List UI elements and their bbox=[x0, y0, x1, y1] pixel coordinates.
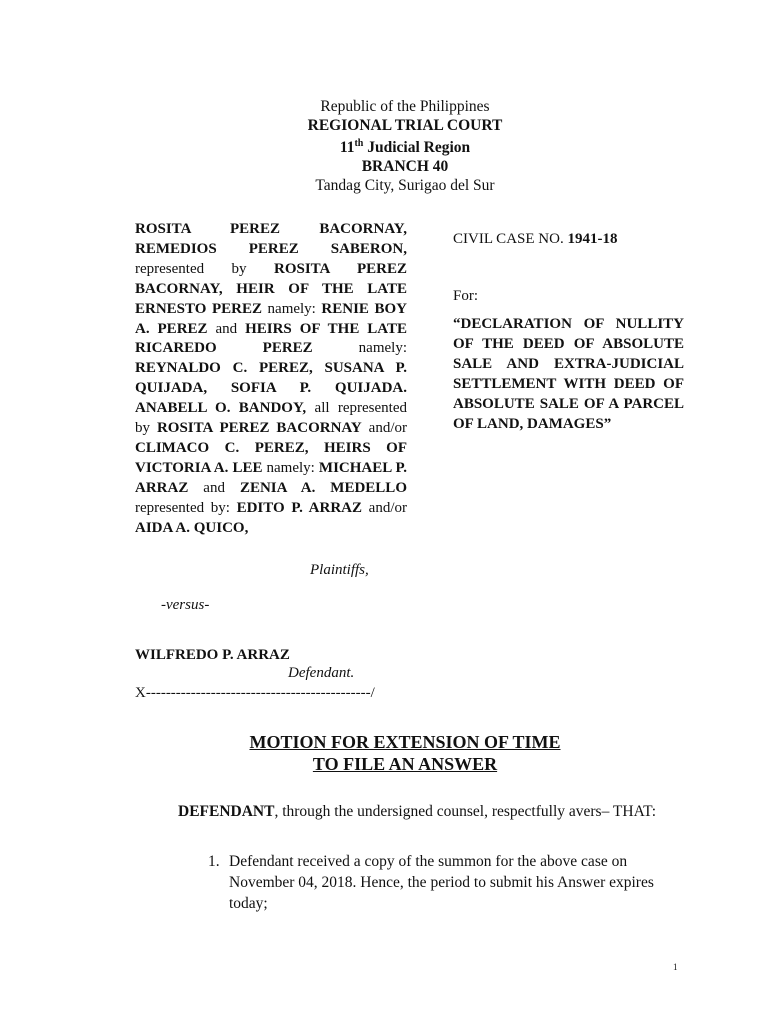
civil-case-number bbox=[453, 230, 684, 250]
region-text: Judicial Region bbox=[363, 139, 471, 157]
plaintiff-text: namely: bbox=[262, 459, 319, 476]
plaintiff-names: AIDA A. QUICO, bbox=[135, 519, 249, 536]
for-label: For: bbox=[453, 288, 479, 304]
branch-line: BRANCH 40 bbox=[361, 157, 449, 175]
motion-title bbox=[0, 731, 768, 775]
case-title: “DECLARATION OF NULLITY OF THE DEED OF ABSOLUTE SALE AND EXTRA-JUDICIAL SETTLEMENT WITH DEED OF ABSOLUTE SALE OF A PARCEL OF LAND, DAMAGES” bbox=[453, 316, 684, 432]
list-item-text: Defendant received a copy of the summon for the above case on November 04, 2018. Hence, the period to submit his Answer expires today; bbox=[229, 853, 654, 912]
region-ordinal: th bbox=[354, 138, 364, 150]
plaintiff-text: and/or bbox=[362, 499, 407, 516]
motion-title-line: MOTION FOR EXTENSION OF TIME bbox=[249, 732, 561, 752]
plaintiff-names: RENIE BOY A. PEREZ bbox=[135, 300, 407, 337]
plaintiff-names: HEIRS OF THE LATE RICAREDO PEREZ bbox=[135, 320, 407, 357]
plaintiff-names: ZENIA A. MEDELLO bbox=[239, 479, 407, 496]
plaintiffs-label: Plaintiffs, bbox=[310, 562, 369, 578]
motion-title-line: TO FILE AN ANSWER bbox=[312, 754, 498, 774]
plaintiff-text: and bbox=[188, 479, 240, 496]
caption-separator: X---------------------------------------------/ bbox=[135, 685, 375, 701]
plaintiff-names: EDITO P. ARRAZ bbox=[236, 499, 363, 516]
paragraph-text: , through the undersigned counsel, respectfully avers– THAT: bbox=[274, 803, 657, 820]
republic-line: Republic of the Philippines bbox=[320, 98, 490, 115]
plaintiff-text: all represented by bbox=[135, 400, 408, 437]
region-number: 11 bbox=[339, 139, 355, 157]
list-item bbox=[208, 851, 684, 914]
court-header bbox=[0, 98, 768, 195]
plaintiffs-block bbox=[135, 220, 407, 539]
plaintiff-text: and bbox=[207, 320, 246, 337]
list-item-number: 1. bbox=[208, 853, 220, 870]
plaintiff-text: namely: bbox=[261, 300, 322, 317]
plaintiff-names: CLIMACO C. PEREZ, HEIRS OF VICTORIA A. LEE bbox=[135, 439, 407, 476]
defendant-label: Defendant. bbox=[288, 665, 355, 681]
plaintiff-names: REYNALDO C. PEREZ, SUSANA P. QUIJADA, SOFIA P. QUIJADA. ANABELL O. BANDOY, bbox=[135, 360, 407, 417]
plaintiff-names: ROSITA PEREZ BACORNAY, REMEDIOS PEREZ SABERON, bbox=[135, 221, 407, 257]
plaintiff-names: ROSITA PEREZ BACORNAY, HEIR OF THE LATE ERNESTO PEREZ bbox=[135, 260, 407, 317]
judicial-region bbox=[0, 135, 768, 158]
plaintiff-text: represented by: bbox=[135, 499, 237, 516]
versus-label: -versus- bbox=[161, 597, 210, 613]
plaintiff-text: and/or bbox=[361, 420, 407, 437]
defendant-name: WILFREDO P. ARRAZ bbox=[135, 647, 290, 663]
plaintiff-text: namely: bbox=[312, 340, 407, 357]
city-line: Tandag City, Surigao del Sur bbox=[315, 176, 495, 194]
page-number: 1 bbox=[673, 962, 678, 972]
plaintiff-names: MICHAEL P. ARRAZ bbox=[135, 459, 408, 496]
case-number: 1941-18 bbox=[567, 231, 618, 247]
case-prefix: CIVIL CASE NO. bbox=[453, 231, 568, 247]
paragraph-lead: DEFENDANT bbox=[178, 803, 275, 820]
opening-paragraph bbox=[135, 800, 684, 825]
plaintiff-text: represented by bbox=[135, 260, 274, 277]
plaintiff-names: ROSITA PEREZ BACORNAY bbox=[156, 420, 362, 437]
court-name: REGIONAL TRIAL COURT bbox=[307, 116, 503, 134]
